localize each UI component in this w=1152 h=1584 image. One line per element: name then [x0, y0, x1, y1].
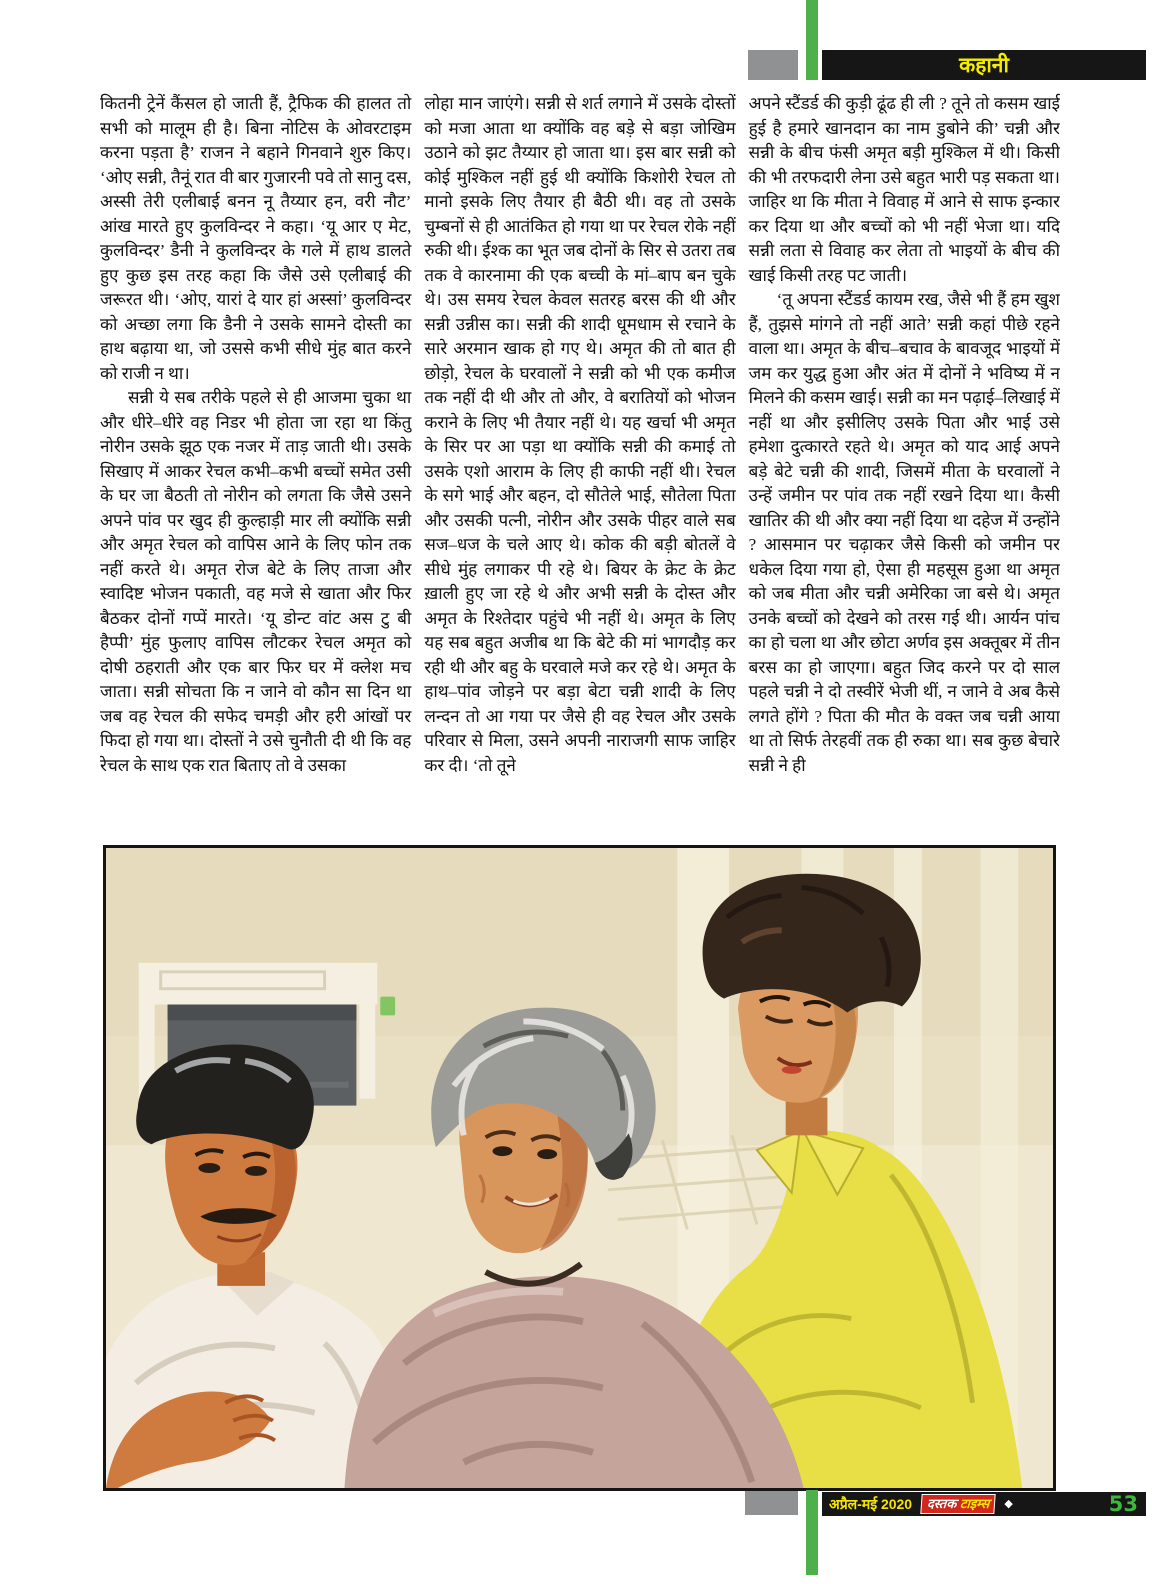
paragraph: ‘तू अपना स्टैंडर्ड कायम रख, जैसे भी हैं हम खुश हैं, तुझसे मांगने तो नहीं आते’ सन्नी कहां पीछे रहने वाला था। अमृत के बीच–बचाव के बावजूद भाइयों में जम कर युद्ध हुआ और अंत में दोनों ने भविष्य में न मिलने की कसम खाई। सन्नी का मन पढ़ाई–लिखाई में नहीं था और इसीलिए उसके पिता और भाई उसे हमेशा दुत्कारते रहते थे। अमृत को याद आई अपने बड़े बेटे चन्नी की शादी, जिसमें मीता के घरवालों ने उन्हें जमीन पर पांव तक नहीं रखने दिया था। कैसी खातिर की थी और क्या नहीं दिया था दहेज में उन्होंने ? आसमान पर चढ़ाकर जैसे किसी को जमीन पर धकेल दिया गया हो, ऐसा ही महसूस हुआ था अमृत को जब मीता और चन्नी अमेरिका जा बसे थे। अमृत उनके बच्चों को देखने को तरस गई थी। आर्यन पांच का हो चला था और छोटा अर्णव इस अक्तूबर में तीन बरस का हो जाएगा। बहुत जिद करने पर दो साल पहले चन्नी ने दो तस्वीरें भेजी थीं, न जाने वे अब कैसे लगते होंगे ? पिता की मौत के वक्त जब चन्नी आया था तो सिर्फ तेरहवीं तक ही रुका था। सब कुछ बेचारे सन्नी ने ही — [748, 290, 1060, 775]
section-label: कहानी — [959, 53, 1009, 77]
text-column-3 — [749, 92, 1060, 835]
magazine-logo — [920, 1494, 996, 1514]
text-column-1 — [100, 92, 411, 835]
footer-gray-box — [745, 1491, 798, 1515]
diamond-icon: ◆ — [1004, 1497, 1013, 1510]
magazine-logo-word1: दस्तक — [926, 1496, 958, 1512]
footer-green-bar — [806, 1490, 818, 1575]
magazine-logo-word2: टाइम्स — [959, 1496, 990, 1512]
paragraph: लोहा मान जाएंगे। सन्नी से शर्त लगाने में उसके दोस्तों को मजा आता था क्योंकि वह बड़े से बड़ा जोखिम उठाने को झट तैय्यार हो जाता था। इस बार सन्नी को कोई मुश्किल नहीं हुई थी क्योंकि किशोरी रेचल तो मानो इसके लिए तैयार ही बैठी थी। वह तो उसके चुम्बनों से ही आतंकित हो गया था पर रेचल रोके नहीं रुकी थी। ईश्क का भूत जब दोनों के सिर से उतरा तब तक वे कारनामा की एक बच्ची के मां–बाप बन चुके थे। उस समय रेचल केवल सतरह बरस की थी और सन्नी उन्नीस का। सन्नी की शादी धूमधाम से रचाने के सारे अरमान खाक हो गए थे। अमृत की तो बात ही छोड़ो, रेचल के घरवालों ने सन्नी को भी एक कमीज तक नहीं दी थी और तो और, वे बरातियों को भोजन कराने के लिए भी तैयार नहीं थे। यह खर्चा भी अमृत के सिर पर आ पड़ा था क्योंकि सन्नी की कमाई तो उसके एशो आराम के लिए ही काफी नहीं थी। रेचल के सगे भाई और बहन, दो सौतेले भाई, सौतेला पिता और उसकी पत्नी, नोरीन और उसके पीहर वाले सब सज–धज के चले आए थे। कोक की बड़ी बोतलें वे सीधे मुंह लगाकर पी रहे थे। बियर के क्रेट के क्रेट ख़ाली हुए जा रहे थे और अभी सन्नी के दोस्त और अमृत के रिश्तेदार पहुंचे भी नहीं थे। अमृत के लिए यह सब बहुत अजीब था कि बेटे की मां भागदौड़ कर रही थी और बहु के घरवाले मजे कर रहे थे। अमृत के हाथ–पांव जोड़ने पर बड़ा बेटा चन्नी शादी के लिए लन्दन तो आ गया पर जैसे ही वह रेचल और उसके परिवार से मिला, उसने अपनी नाराजगी साफ जाहिर कर दी। ‘तो तूने — [424, 94, 736, 775]
illustration-canvas — [106, 848, 1053, 1488]
header-green-bar — [806, 0, 818, 80]
green-wall-mark — [380, 997, 395, 1016]
paragraph: कितनी ट्रेनें कैंसल हो जाती हैं, ट्रैफिक की हालत तो सभी को मालूम ही है। बिना नोटिस के ओवरटाइम करना पड़ता है’ राजन ने बहाने गिनवाने शुरु किए। ‘ओए सन्नी, तैनूं रात वी बार गुजारनी पवे तो सानु दस, अस्सी तेरी एलीबाई बनन नू तैय्यार हन, वरी नौट’ आंख मारते हुए कुलविन्दर ने कहा। ‘यू आर ए मेट, कुलविन्दर’ डैनी ने कुलविन्दर के गले में हाथ डालते हुए कुछ इस तरह कहा कि जैसे उसे एलीबाई की जरूरत थी। ‘ओए, यारां दे यार हां अस्सां’ कुलविन्दर को अच्छा लगा कि डैनी ने उसके सामने दोस्ती का हाथ बढ़ाया था, जो उससे कभी सीधे मुंह बात करने को राजी न था। — [100, 94, 412, 383]
story-text — [100, 92, 1060, 835]
page-number: 53 — [1108, 1491, 1138, 1516]
text-column-2 — [424, 92, 735, 835]
story-illustration — [103, 845, 1056, 1491]
paragraph: सन्नी ये सब तरीके पहले से ही आजमा चुका था और धीरे–धीरे वह निडर भी होता जा रहा था किंतु नोरीन उसके झूठ एक नजर में ताड़ जाती थी। उसके सिखाए में आकर रेचल कभी–कभी बच्चों समेत उसी के घर जा बैठती तो नोरीन को लगता कि जैसे उसने अपने पांव पर खुद ही कुल्हाड़ी मार ली क्योंकि सन्नी और अमृत रेचल को वापिस आने के लिए फोन तक नहीं करते थे। अमृत रोज बेटे के लिए ताजा और स्वादिष्ट भोजन पकाती, वह मजे से खाता और फिर बैठकर दोनों गप्पें मारते। ‘यू डोन्ट वांट अस टु बी हैप्पी’ मुंह फुलाए वापिस लौटकर रेचल अमृत को दोषी ठहराती और एक बार फिर घर में क्लेश मच जाता। सन्नी सोचता कि न जाने वो कौन सा दिन था जब वह रेचल की सफेद चमड़ी और हरी आंखों पर फिदा हो गया था। दोस्तों ने उसे चुनौती दी थी कि वह रेचल के साथ एक रात बिताए तो वे उसका — [100, 388, 412, 775]
footer-bar — [822, 1492, 1146, 1516]
paragraph: अपने स्टैंडर्ड की कुड़ी ढूंढ ही ली ? तूने तो कसम खाई हुई है हमारे खानदान का नाम डुबोने की’ चन्नी और सन्नी के बीच फंसी अमृत बड़ी मुश्किल में थी। किसी की भी तरफदारी लेना उसे बहुत भारी पड़ सकता था। जाहिर था कि मीता ने विवाह में आने से साफ इन्कार कर दिया था और बच्चों को भी नहीं भेजा था। यदि सन्नी लता से विवाह कर लेता तो भाइयों के बीच की खाई किसी तरह पट जाती। — [748, 94, 1060, 285]
header-gray-box — [748, 50, 798, 80]
section-header-bar — [822, 50, 1146, 80]
issue-date: अप्रैल-मई 2020 — [829, 1495, 913, 1512]
